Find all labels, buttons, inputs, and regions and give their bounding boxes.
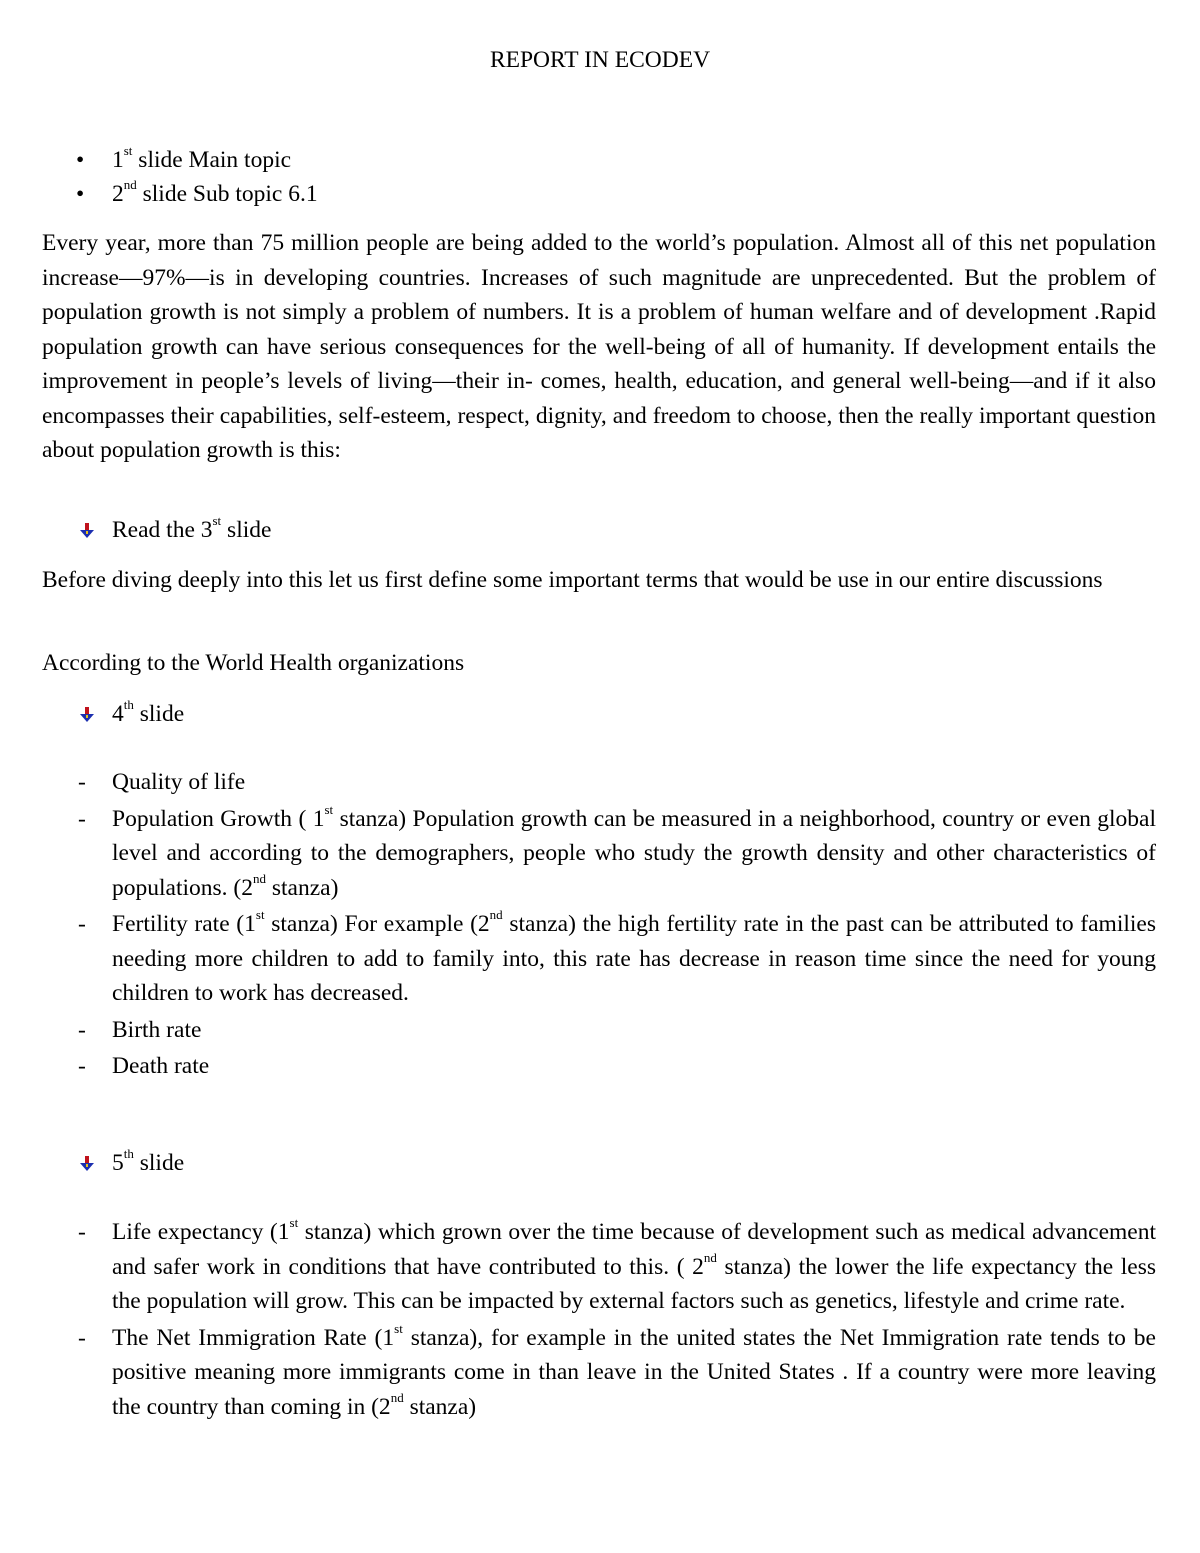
- bullet-list: [76, 143, 1158, 211]
- bullet-item-sub-topic: • 2nd slide Sub topic 6.1: [112, 177, 1158, 211]
- list-item-birth-rate: - Birth rate: [112, 1013, 1156, 1048]
- list-item-fertility-rate: - Fertility rate (1st stanza) For example (2nd stanza) the high fertility rate in the past can be attributed to families needing more children to add to family into, this rate has decrease in reason time since the need for young children to work has decreased.: [78, 907, 1156, 1006]
- arrow-item-4th-slide: 4th slide: [112, 697, 1158, 732]
- dash-marker: -: [78, 1016, 86, 1043]
- list-item-population-growth: - Population Growth ( 1st stanza) Population growth can be measured in a neighborhood, country or even global level and according to the demographers, people who study the growth density and other characteristics of populations. (2nd stanza): [78, 801, 1156, 901]
- paragraph-before-diving: Before diving deeply into this let us first define some important terms that would be use in our entire discussions: [42, 567, 1103, 593]
- dash-list-slide-5: [78, 1215, 1157, 1426]
- arrow-item-read-3rd-slide: Read the 3st slide: [112, 513, 1158, 548]
- list-item-life-expectancy: - Life expectancy (1st stanza) which grown over the time because of development such as medical advancement and safer work in conditions that have contributed to this. ( 2nd stanza) the lower the life expectancy the less the population will grow. This can be impacted by external factors such as genetics, lifestyle and crime rate.: [78, 1215, 1157, 1314]
- dash-marker: -: [78, 769, 86, 795]
- dash-list-slide-4: [78, 765, 1156, 1086]
- dash-marker: -: [78, 1219, 86, 1245]
- bullet-icon: •: [76, 147, 85, 173]
- dash-marker: -: [78, 911, 86, 937]
- document-title: REPORT IN ECODEV: [489, 47, 711, 73]
- dash-marker: -: [78, 1324, 86, 1351]
- list-item-net-immigration-rate: - The Net Immigration Rate (1st stanza), for example in the united states the Net Immigration rate tends to be positive meaning more immigrants come in than leave in the United States . If a country were more leaving the country than coming in (2nd stanza): [78, 1320, 1156, 1420]
- dash-marker: -: [78, 805, 86, 832]
- list-item-quality-of-life: - Quality of life: [112, 765, 1156, 800]
- paragraph-who: According to the World Health organizations: [42, 650, 465, 676]
- list-item-death-rate: - Death rate: [112, 1049, 1156, 1084]
- arrow-down-bullet-icon: [80, 1156, 94, 1172]
- bullet-icon: •: [76, 181, 85, 207]
- arrow-down-bullet-icon: [80, 707, 94, 723]
- dash-marker: -: [78, 1053, 86, 1079]
- paragraph-population-growth: Every year, more than 75 million people are being added to the world’s population. Almost all of this net population increase—97%—is in developing countries. Increases of such magnitude are unprecedented. But the problem of population growth is not simply a problem of numbers. It is a problem of human welfare and of development .Rapid population growth can have serious consequences for the well-being of all of humanity. If development entails the improvement in people’s levels of living—their in- comes, health, education, and general well-being—and if it also encompasses their capabilities, self-esteem, respect, dignity, and freedom to choose, then the really important question about population growth is this:: [42, 230, 1156, 463]
- arrow-item-5th-slide: 5th slide: [112, 1146, 1158, 1181]
- bullet-item-main-topic: • 1st slide Main topic: [112, 143, 1158, 177]
- arrow-down-bullet-icon: [80, 523, 94, 539]
